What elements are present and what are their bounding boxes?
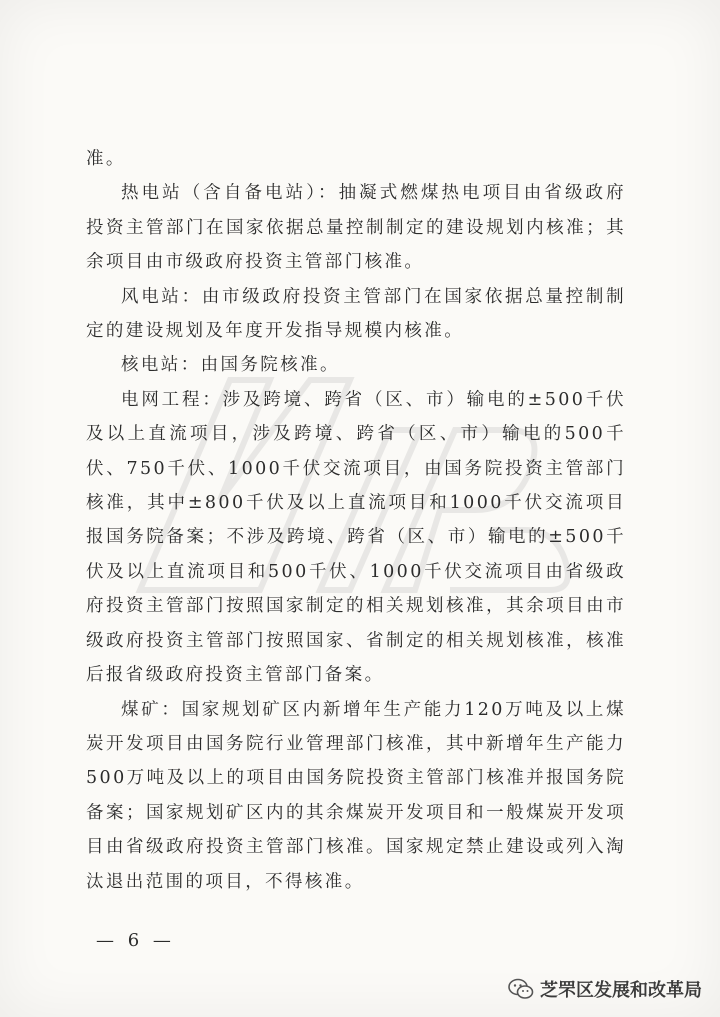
paragraph-wind-power: 风电站：由市级政府投资主管部门在国家依据总量控制制定的建设规划及年度开发指导规模内核准。 bbox=[86, 286, 626, 342]
source-attribution bbox=[508, 976, 702, 1002]
paragraph-nuclear-power: 核电站：由国务院核准。 bbox=[121, 355, 340, 376]
paragraph-power-grid: 电网工程：涉及跨境、跨省（区、市）输电的±500千伏及以上直流项目，涉及跨境、跨省（区、市）输电的500千伏、750千伏、1000千伏交流项目，由国务院投资主管部门核准，其中±800千伏及以上直流项目和1000千伏交流项目报国务院备案；不涉及跨境、跨省（区、市）输电的±500千伏及以上直流项目和500千伏、1000千伏交流项目由省级政府投资主管部门按照国家制定的相关规划核准，其余项目由市级政府投资主管部门按照国家、省制定的相关规划核准，核准后报省级政府投资主管部门备案。 bbox=[86, 389, 626, 686]
paragraph-thermal-power: 热电站（含自备电站）：抽凝式燃煤热电项目由省级政府投资主管部门在国家依据总量控制制定的建设规划内核准；其余项目由市级政府投资主管部门核准。 bbox=[86, 183, 626, 273]
source-name: 芝罘区发展和改革局 bbox=[540, 980, 702, 1001]
wechat-icon bbox=[508, 978, 534, 1000]
paragraph-continuation: 准。 bbox=[86, 149, 126, 169]
document-body bbox=[86, 142, 626, 899]
paragraph-coal-mine: 煤矿：国家规划矿区内新增年生产能力120万吨及以上煤炭开发项目由国务院行业管理部门核准，其中新增年生产能力500万吨及以上的项目由国务院投资主管部门核准并报国务院备案；国家规划矿区内的其余煤炭开发项目和一般煤炭开发项目由省级政府投资主管部门核准。国家规定禁止建设或列入淘汰退出范围的项目，不得核准。 bbox=[86, 699, 626, 892]
page-number: — 6 — bbox=[96, 930, 175, 951]
